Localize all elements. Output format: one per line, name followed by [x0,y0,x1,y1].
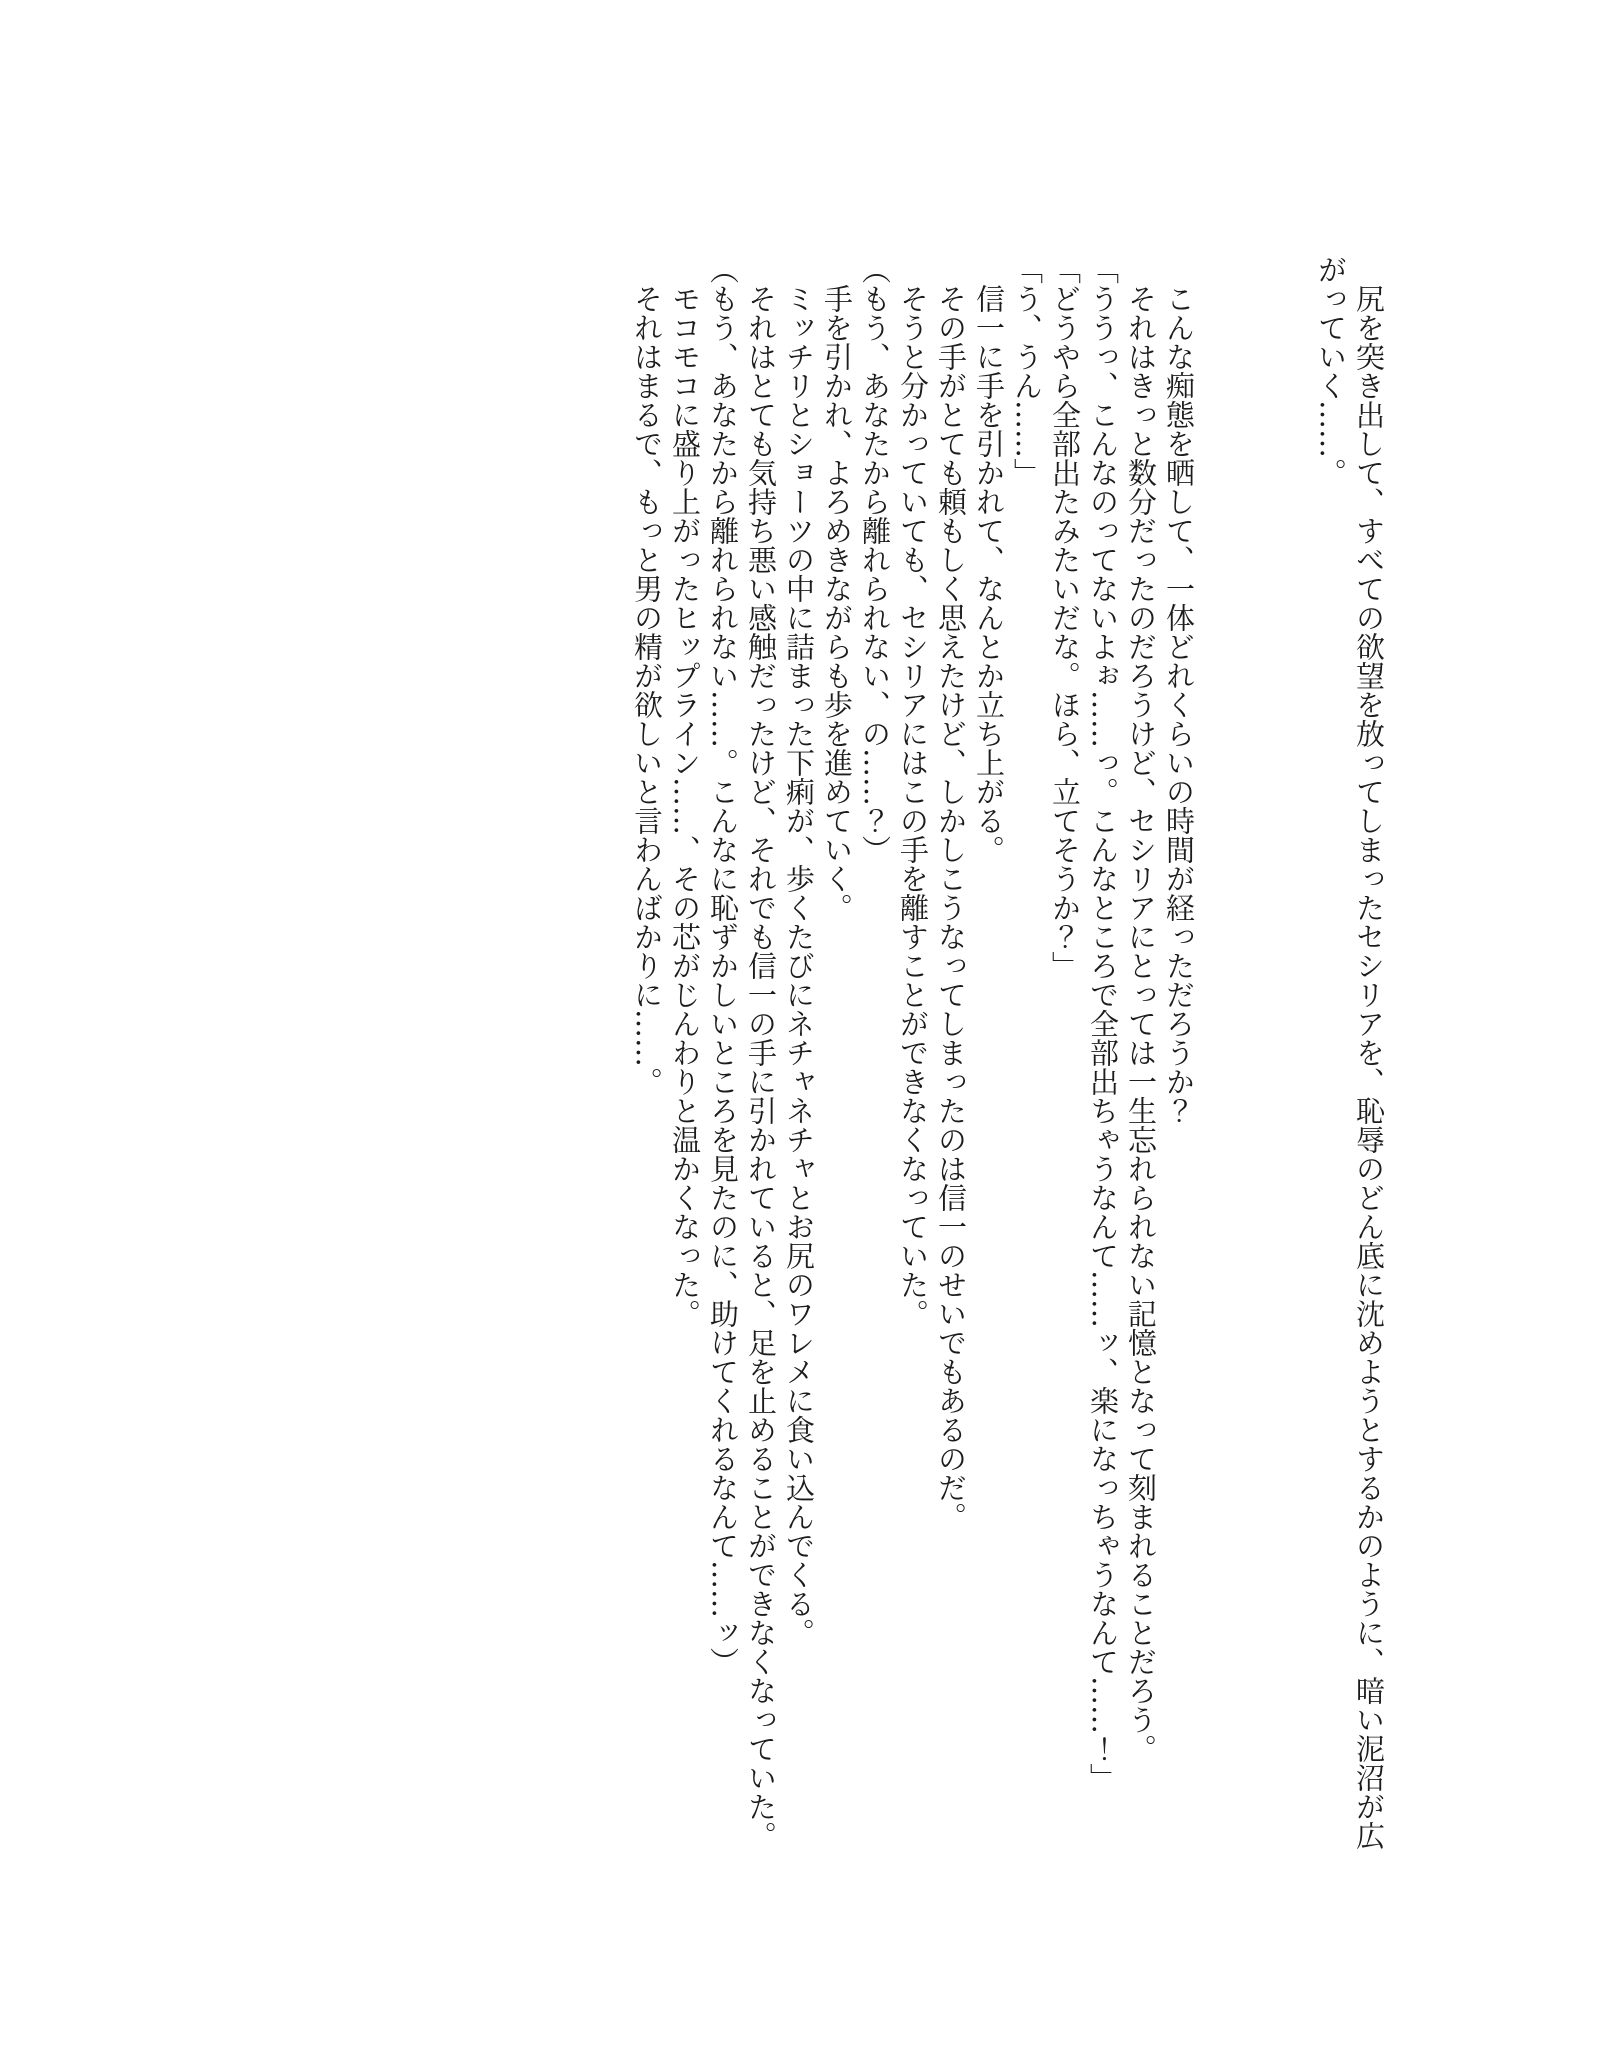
paragraph: 尻を突き出して、すべての欲望を放ってしまったセシリアを、恥辱のどん底に沈めようとするかのように、暗い泥沼が広がっていく……。 [1314,255,1386,1850]
paragraph: ミッチリとショーツの中に詰まった下痢が、歩くたびにネチャネチャとお尻のワレメに食い込んでくる。 [782,284,816,1647]
paragraph: その手がとても頼もしく思えたけど、しかしこうなってしまったのは信一のせいでもあるのだ。 [934,284,968,1531]
paragraph: 「ううっ、こんなのってないよぉ……っ。こんなところで全部出ちゃうなんて……ッ、楽になっちゃうなんて……！」 [1086,255,1120,1792]
paragraph: モコモコに盛り上がったヒップライン……、その芯がじんわりと温かくなった。 [668,284,702,1328]
paragraph: それはとても気持ち悪い感触だったけど、それでも信一の手に引かれていると、足を止めることができなくなっていた。 [744,284,778,1850]
paragraph: それはまるで、もっと男の精が欲しいと言わんばかりに……。 [630,284,664,1096]
paragraph: （もう、あなたから離れられない……。こんなに恥ずかしいところを見たのに、助けてくれるなんて……ッ） [706,255,740,1676]
paragraph: 「どうやら全部出たみたいだな。ほら、立てそうか？」 [1048,255,1082,980]
section-break-gap [1198,255,1312,1870]
paragraph: 「う、うん……」 [1010,255,1044,487]
paragraph: （もう、あなたから離れられない、の……？） [858,255,892,864]
paragraph: 手を引かれ、よろめきながらも歩を進めていく。 [820,284,854,922]
paragraph: そうと分かっていても、セシリアにはこの手を離すことができなくなっていた。 [896,284,930,1328]
paragraph: こんな痴態を晒して、一体どれくらいの時間が経っただろうか？ [1162,284,1196,1125]
paragraph: 信一に手を引かれて、なんとか立ち上がる。 [972,284,1006,864]
paragraph: それはきっと数分だったのだろうけど、セシリアにとっては一生忘れられない記憶となって刻まれることだろう。 [1124,284,1158,1763]
vertical-text-block [628,255,1388,1870]
